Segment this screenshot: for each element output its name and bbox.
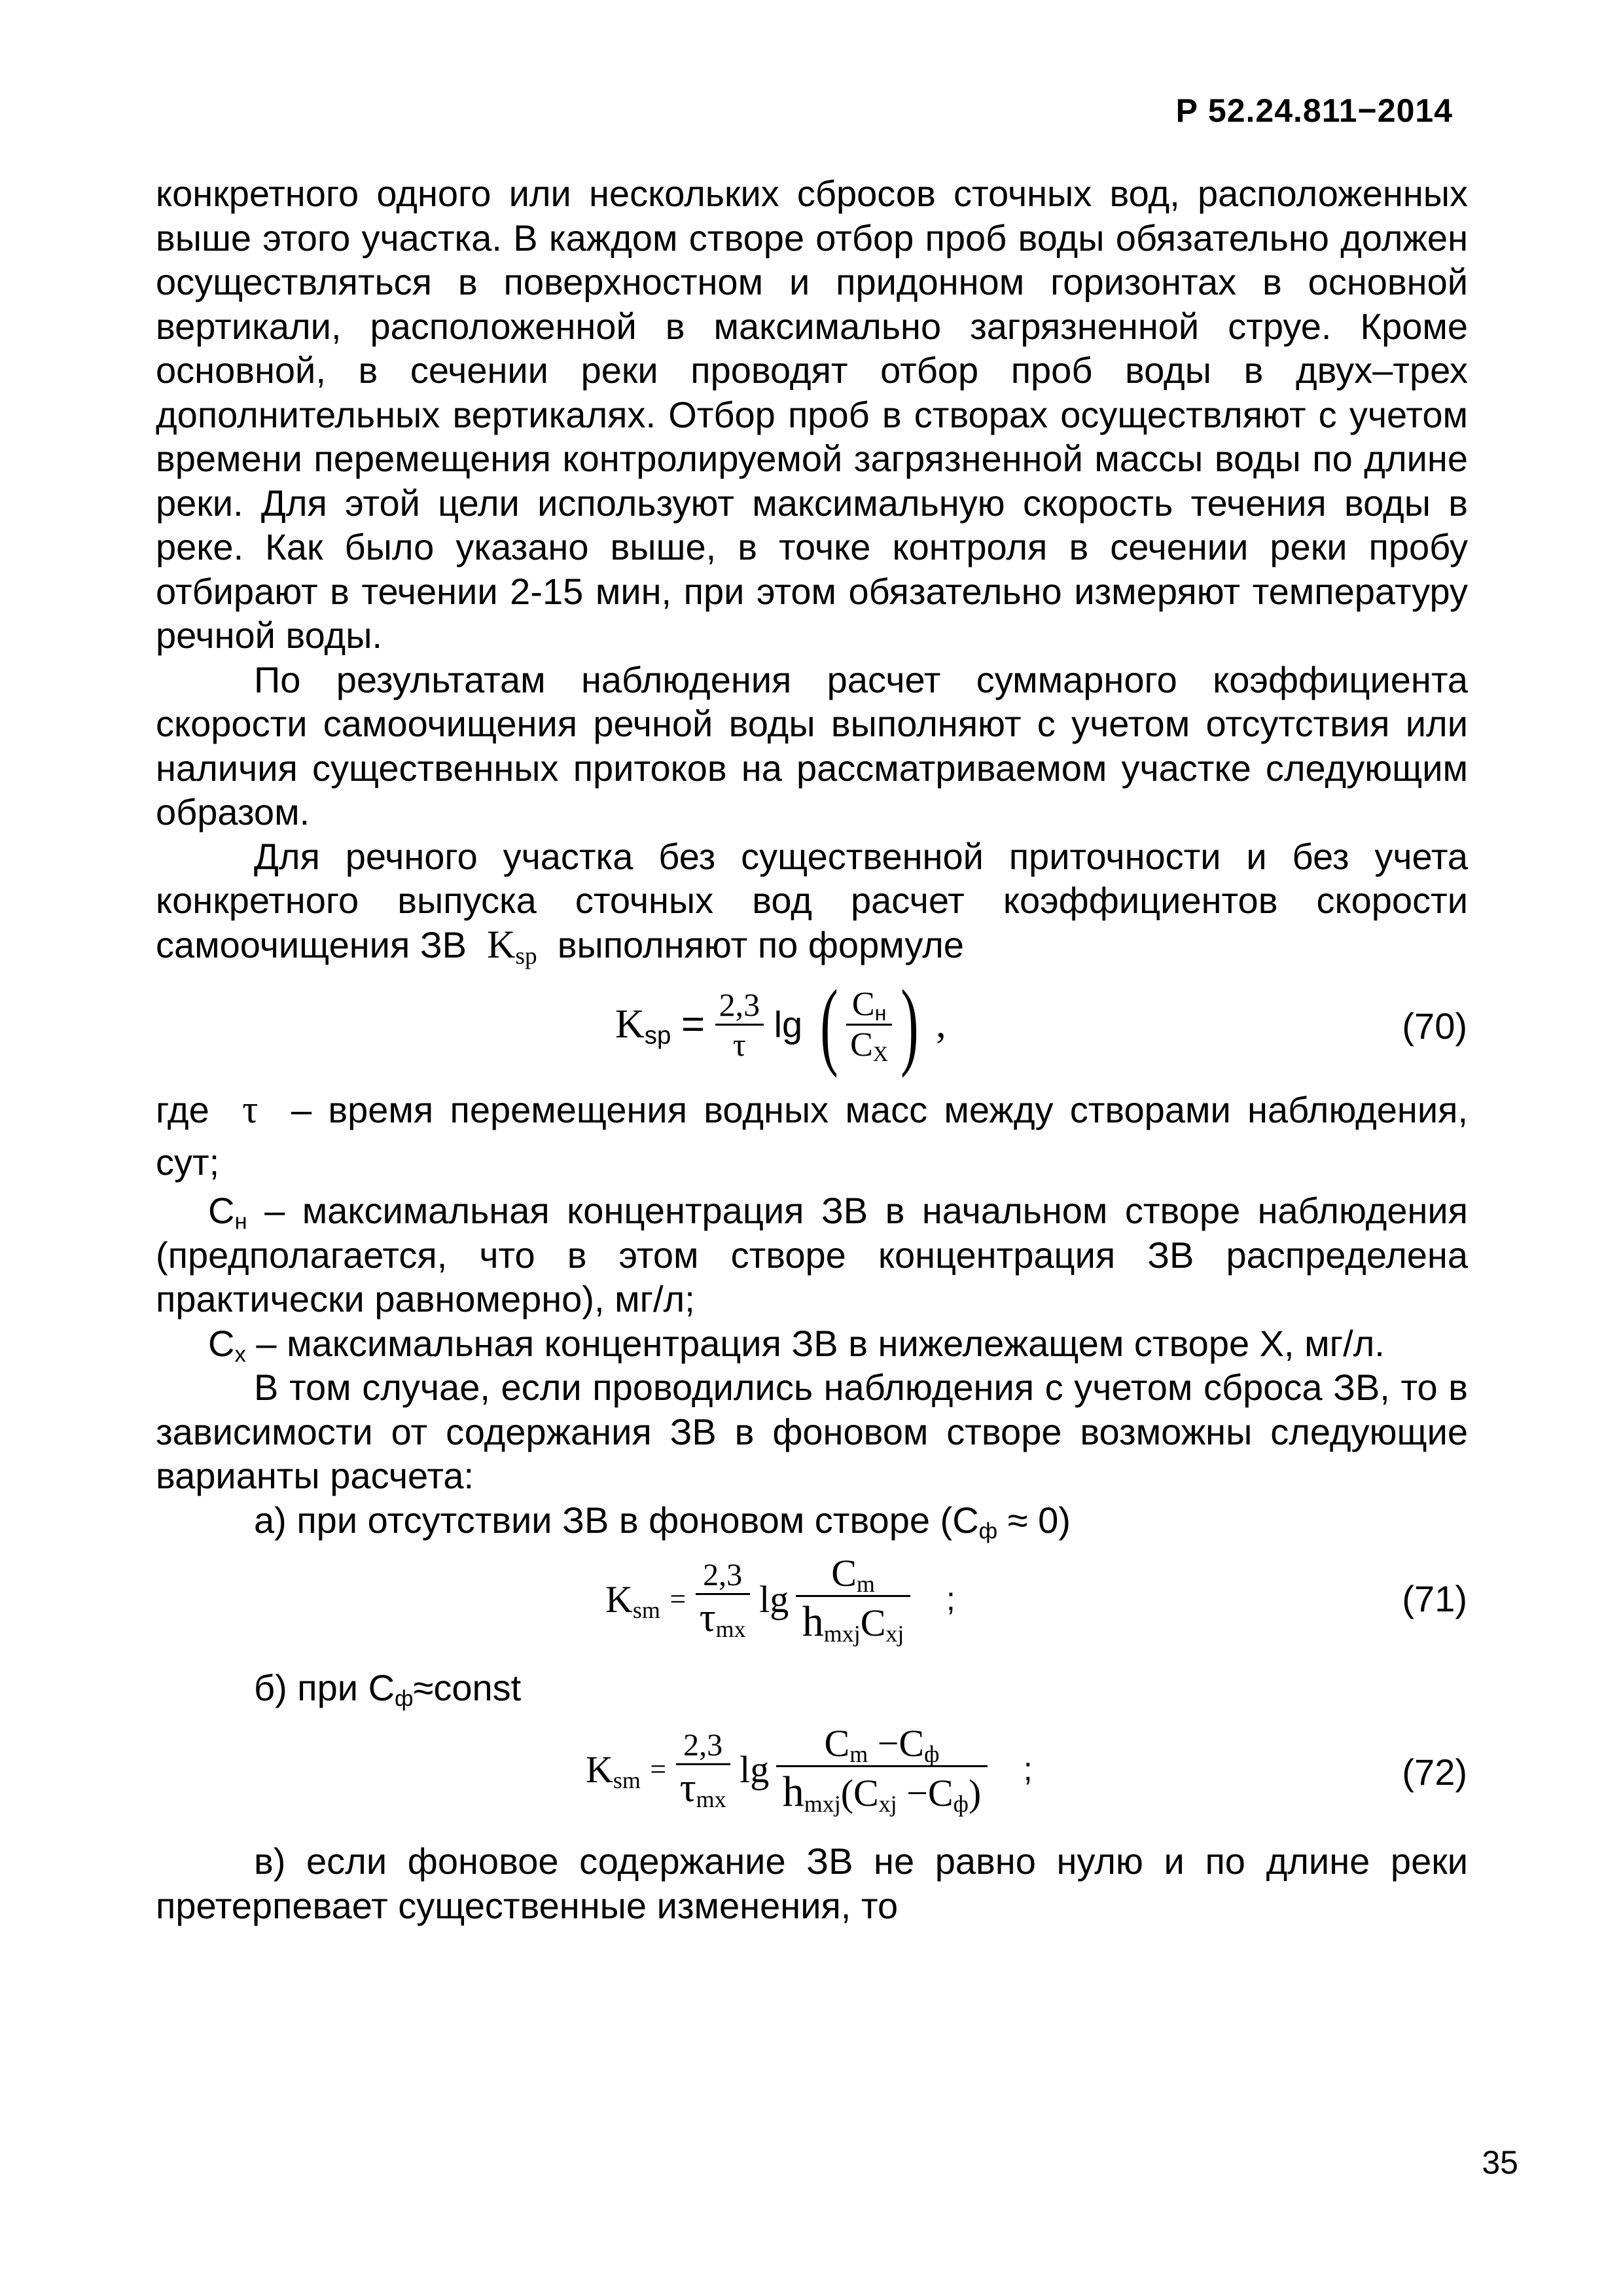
body-text-top — [156, 171, 1468, 967]
eq70-fraction: $\frac{2,3}{\tau}$ — [715, 986, 764, 1064]
paragraph-formula-intro: Для речного участка без существенной приточности и без учета конкретного выпуска сточных вод расчет коэффициентов скорости самоочищения ЗВ $K_{sp}$ выполняют по формуле — [156, 835, 1468, 969]
eq70-close-paren: ) — [900, 970, 919, 1079]
eq70-open-paren: ( — [819, 970, 838, 1079]
page-number: 35 — [1482, 2144, 1518, 2181]
case-c-label: в) если фоновое содержание ЗВ не равно нулю и по длине реки претерпевает существенные изменения, то — [156, 1840, 1468, 1926]
case-b-label: б) при $С_ф\approx const$ — [254, 1667, 522, 1712]
equation-70-number: (70) — [1402, 1005, 1467, 1047]
document-code: Р 52.24.811−2014 — [1175, 92, 1453, 129]
paragraph-calculation-intro: По результатам наблюдения расчет суммарного коэффициента скорости самоочищения речной воды выполняют с учетом отсутствия или наличия существенных притоков на рассматриваемом участке следующим образом. — [156, 658, 1468, 833]
paragraph-discharge-cases: В том случае, если проводились наблюдения с учетом сброса ЗВ, то в зависимости от содержания ЗВ в фоновом створе возможны следующие варианты расчета: — [156, 1367, 1468, 1496]
definition-cx: $С_х$ – максимальная концентрация ЗВ в нижележащем створе X, мг/л. — [208, 1322, 1385, 1367]
ksp-symbol: $K_{sp}$ — [487, 922, 537, 969]
eq70-lhs: $K_{sp}$ — [615, 1001, 671, 1050]
definition-tau: где τ – время перемещения водных масс между створами наблюдения, сут; — [156, 1088, 1469, 1183]
equation-72: $K_{sm}$ = $\frac{2,3}{\tau_{mx}}$ lg $\frac{C_m -C_ф}{h_{mxj}(C_{xj} -C_ф)}$ ; — [586, 1722, 1033, 1817]
equation-70: $K_{sp}$ = $\frac{2,3}{\tau}$ lg ( $\frac{C_н}{C_X}$ ) , — [615, 970, 946, 1079]
equation-71: $K_{sm}$ = $\frac{2,3}{\tau_{mx}}$ lg $\frac{C_m}{h_{mxj}C_{xj}}$ ; — [605, 1552, 955, 1647]
paragraph-sampling: конкретного одного или нескольких сбросов сточных вод, расположенных выше этого участка. В каждом створе отбор проб воды обязательно должен осуществляться в поверхностном и придонном горизонтах в основной вертикали, расположенной в максимально загрязненной струе. Кроме основной, в сечении реки проводят отбор проб воды в двух–трех дополнительных вертикалях. Отбор проб в створах осуществляют с учетом времени перемещения контролируемой загрязненной массы воды по длине реки. Для этой цели используют максимальную скорость течения воды в реке. Как было указано выше, в точке контроля в сечении реки пробу отбирают в течении 2-15 мин, при этом обязательно измеряют температуру речной воды. — [156, 173, 1468, 656]
eq70-inner-fraction: $\frac{C_н}{C_X}$ — [846, 985, 892, 1064]
case-c-block — [156, 1839, 1468, 1928]
equation-71-number: (71) — [1402, 1578, 1467, 1619]
tau-symbol: τ — [242, 1088, 259, 1131]
definition-cn: $С_н$ – максимальная концентрация ЗВ в начальном створе наблюдения (предполагается, что в этом створе концентрация ЗВ распределена практически равномерно), мг/л; — [156, 1190, 1469, 1319]
case-b-block — [156, 1666, 1468, 1710]
case-a-label: а) при отсутствии ЗВ в фоновом створе $(С_ф \approx 0)$ — [254, 1499, 1071, 1544]
equation-72-number: (72) — [1402, 1751, 1467, 1793]
definitions-block — [156, 1083, 1468, 1542]
